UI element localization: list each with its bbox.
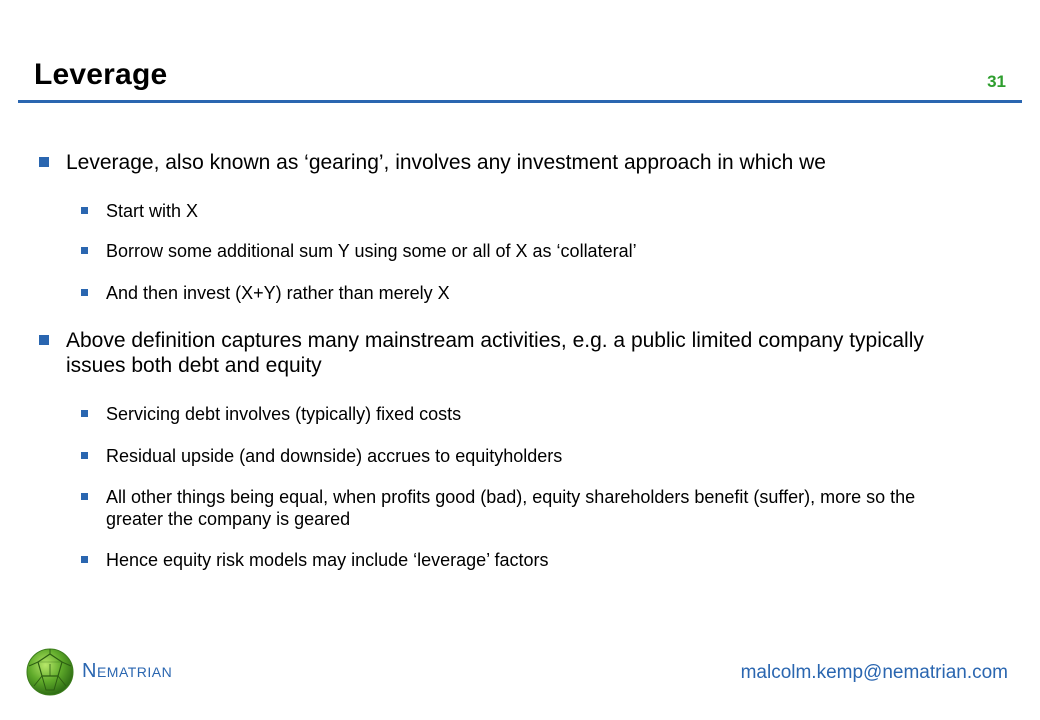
bullet-leverage-definition bbox=[66, 150, 966, 175]
sub-bullet-risk-models bbox=[106, 549, 966, 571]
footer-email-link[interactable]: malcolm.kemp@nematrian.com bbox=[740, 662, 1008, 683]
slide-number: 31 bbox=[987, 72, 1006, 91]
square-bullet-icon bbox=[39, 335, 49, 345]
sub-bullet-all-other-things bbox=[106, 486, 956, 530]
sub-bullet-text: Residual upside (and downside) accrues to equityholders bbox=[106, 446, 563, 466]
square-bullet-icon bbox=[81, 493, 88, 500]
square-bullet-icon bbox=[81, 247, 88, 254]
bullet-text: Leverage, also known as ‘gearing’, involves any investment approach in which we bbox=[66, 151, 826, 174]
square-bullet-icon bbox=[81, 289, 88, 296]
bullet-mainstream-activities bbox=[66, 328, 966, 378]
sub-bullet-servicing-debt bbox=[106, 403, 966, 425]
sub-bullet-text: And then invest (X+Y) rather than merely X bbox=[106, 283, 450, 303]
green-geodesic-sphere-icon bbox=[24, 646, 76, 698]
sub-bullet-borrow bbox=[106, 240, 966, 262]
square-bullet-icon bbox=[81, 410, 88, 417]
sub-bullet-text: Hence equity risk models may include ‘leverage’ factors bbox=[106, 550, 549, 570]
sub-bullet-text: Servicing debt involves (typically) fixed costs bbox=[106, 404, 462, 424]
sub-bullet-residual-upside bbox=[106, 445, 966, 467]
square-bullet-icon bbox=[81, 556, 88, 563]
bullet-text: Above definition captures many mainstream activities, e.g. a public limited company typically issues both debt and equity bbox=[66, 329, 924, 377]
sub-bullet-text: All other things being equal, when profits good (bad), equity shareholders benefit (suffer), more so the greater the company is geared bbox=[106, 487, 916, 529]
sub-bullet-text: Start with X bbox=[106, 201, 199, 221]
title-divider bbox=[18, 100, 1022, 103]
square-bullet-icon bbox=[81, 207, 88, 214]
square-bullet-icon bbox=[81, 452, 88, 459]
sub-bullet-start-with-x bbox=[106, 200, 966, 222]
sub-bullet-invest bbox=[106, 282, 966, 304]
slide-title: Leverage bbox=[34, 58, 168, 91]
sub-bullet-text: Borrow some additional sum Y using some or all of X as ‘collateral’ bbox=[106, 241, 637, 261]
square-bullet-icon bbox=[39, 157, 49, 167]
footer-brand: Nematrian bbox=[82, 660, 173, 682]
